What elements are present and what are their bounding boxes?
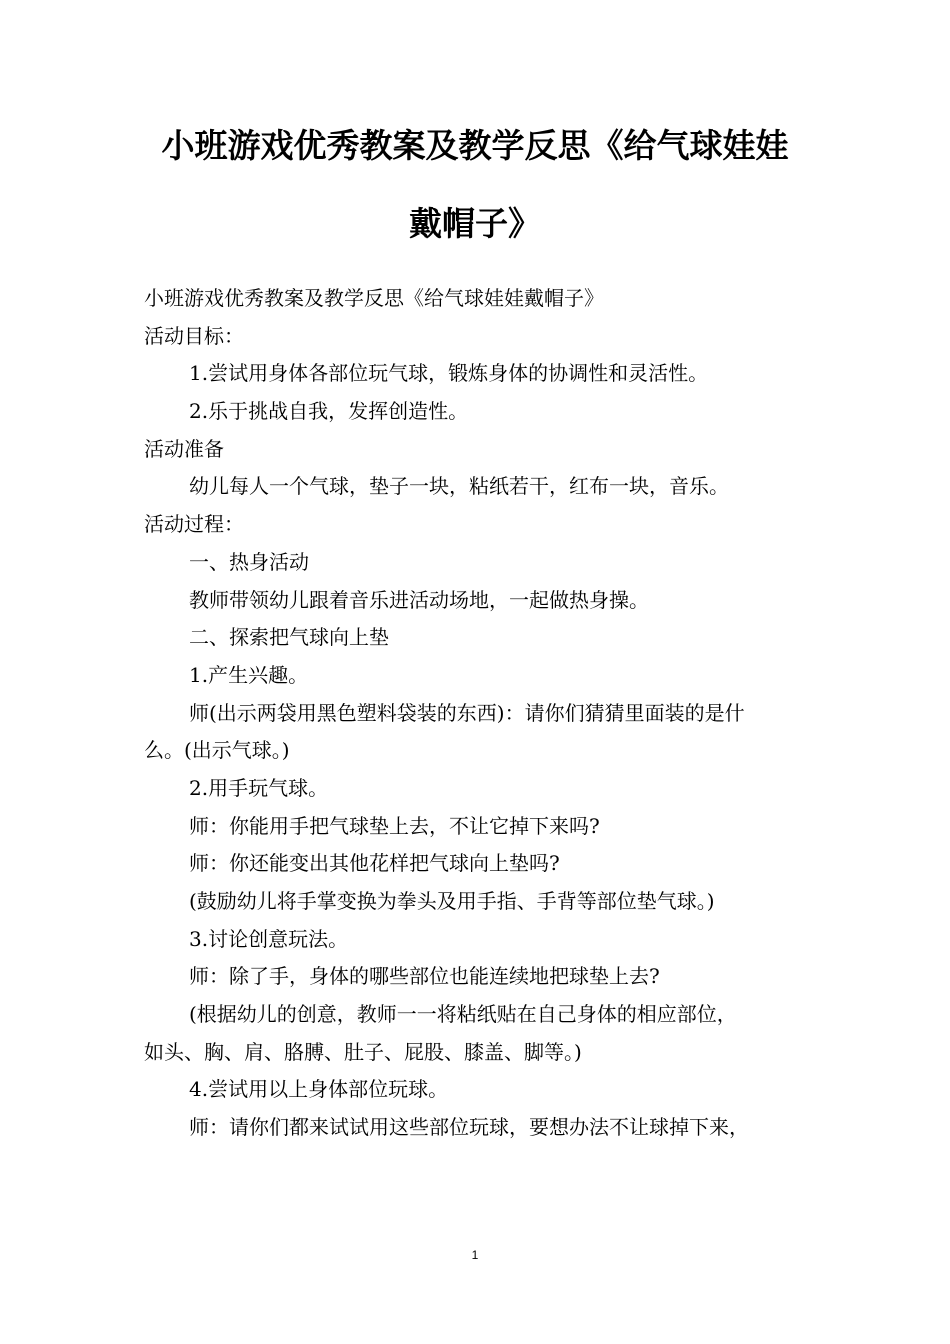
document-title-line-2: 戴帽子》 [409, 204, 541, 243]
paragraph-line: 3.讨论创意玩法。 [189, 926, 349, 951]
paragraph-line: 4.尝试用以上身体部位玩球。 [189, 1077, 449, 1102]
paragraph-line: (鼓励幼儿将手掌变换为拳头及用手指、手背等部位垫气球。) [189, 889, 715, 913]
paragraph-line: 小班游戏优秀教案及教学反思《给气球娃娃戴帽子》 [144, 286, 604, 310]
paragraph-line: 活动准备 [144, 436, 224, 461]
paragraph-line: 1.尝试用身体各部位玩气球，锻炼身体的协调性和灵活性。 [189, 361, 709, 386]
page-number: 1 [471, 1248, 479, 1262]
paragraph-line: 一、热身活动 [189, 549, 309, 574]
paragraph-line: 二、探索把气球向上垫 [189, 625, 389, 650]
paragraph-line: 幼儿每人一个气球，垫子一块，粘纸若干，红布一块，音乐。 [189, 474, 729, 499]
paragraph-line: 师(出示两袋用黑色塑料袋装的东西)：请你们猜猜里面装的是什 [189, 700, 745, 725]
paragraph-line: 师：你还能变出其他花样把气球向上垫吗? [189, 851, 560, 876]
paragraph-line: 师：你能用手把气球垫上去，不让它掉下来吗? [189, 813, 600, 838]
document-body [144, 280, 808, 1147]
paragraph-line: 师：请你们都来试试用这些部位玩球，要想办法不让球掉下来， [189, 1115, 749, 1140]
paragraph-line: 活动过程： [144, 512, 244, 537]
paragraph-line: 教师带领幼儿跟着音乐进活动场地，一起做热身操。 [189, 587, 649, 612]
paragraph-line: 师：除了手，身体的哪些部位也能连续地把球垫上去? [189, 964, 660, 989]
paragraph-line: 2.乐于挑战自我，发挥创造性。 [189, 399, 469, 424]
paragraph-line: 1.产生兴趣。 [189, 662, 309, 687]
paragraph-line: 2.用手玩气球。 [189, 775, 329, 800]
paragraph-line: (根据幼儿的创意，教师一一将粘纸贴在自己身体的相应部位， [189, 1002, 737, 1027]
paragraph-line: 如头、胸、肩、胳膊、肚子、屁股、膝盖、脚等。) [144, 1039, 582, 1064]
paragraph-line: 活动目标： [144, 323, 244, 348]
paragraph-line: 么。(出示气球。) [144, 738, 290, 763]
document-title-line-1: 小班游戏优秀教案及教学反思《给气球娃娃 [161, 126, 789, 165]
